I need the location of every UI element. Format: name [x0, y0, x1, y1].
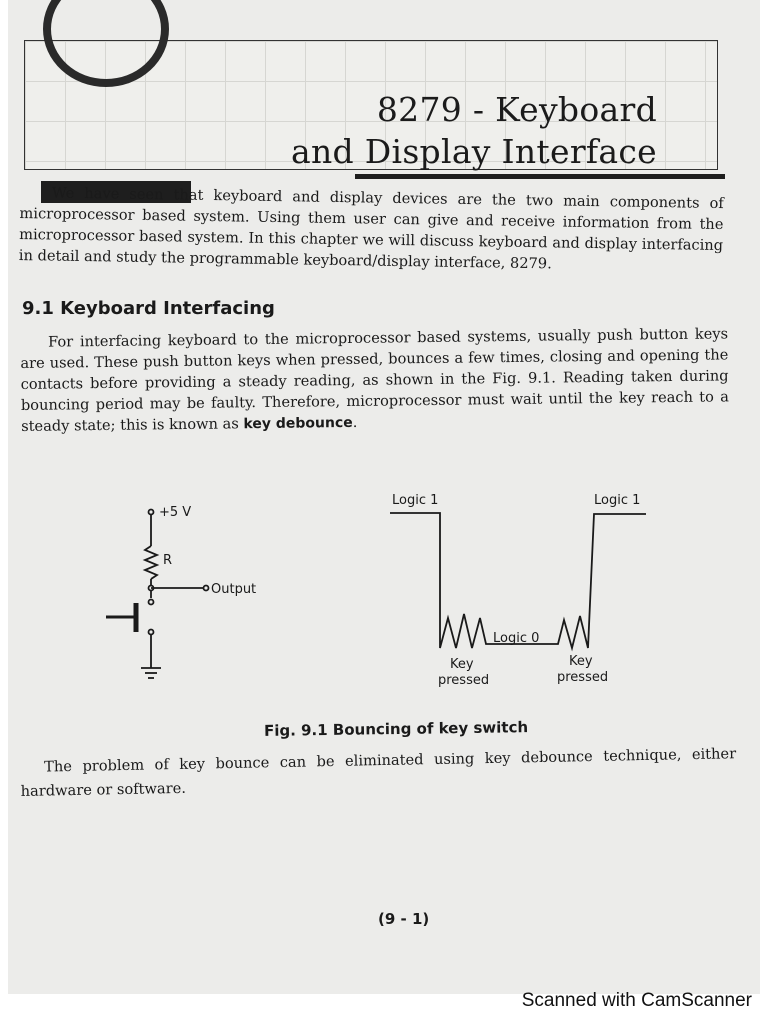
switch-contact-top	[149, 600, 154, 605]
supply-terminal	[149, 510, 154, 515]
keyboard-paragraph	[20, 323, 729, 438]
resistor-zigzag	[145, 546, 157, 579]
page-number: (9 - 1)	[378, 910, 430, 928]
switch-circuit	[106, 510, 209, 679]
logic1-right-label: Logic 1	[594, 493, 641, 508]
waveform-line	[390, 513, 646, 648]
bounce-figure	[8, 480, 760, 710]
section-title: Keyboard Interfacing	[60, 298, 275, 319]
section-number: 9.1	[22, 298, 54, 319]
chapter-title-line2: and Display Interface	[290, 132, 657, 171]
supply-label: +5 V	[159, 505, 192, 520]
intro-paragraph: We have seen that keyboard and display devices are the two main components of microprocessor based system. Using them user can give and receive information from the microprocessor based system. In this chapter we will discuss keyboard and display interfacing in detail and study the programmable keyboard/display interface, 8279.	[18, 184, 724, 273]
switch-contact-bottom	[149, 630, 154, 635]
scanner-watermark: Scanned with CamScanner	[521, 990, 752, 1011]
key-pressed-right-2: pressed	[557, 670, 609, 685]
key-pressed-right-1: Key	[569, 654, 593, 669]
resistor-label: R	[163, 553, 173, 568]
title-underline	[355, 174, 725, 179]
chapter-title-line1: 8279 - Keyboard	[376, 90, 657, 129]
debounce-paragraph: The problem of key bounce can be eliminated using key debounce technique, either hardware or software.	[20, 745, 737, 800]
paragraph-text: For interfacing keyboard to the microprocessor based systems, usually push button keys are used. These push button keys when pressed, bounces a few times, closing and opening the contacts before providing a steady reading, as shown in the Fig. 9.1. Reading taken during bouncing period may be faulty. Therefore, microprocessor must wait until the key reach to a steady state; this is known as	[20, 325, 729, 435]
output-terminal	[204, 586, 209, 591]
chapter-emblem	[43, 0, 169, 87]
scanned-page	[8, 0, 760, 994]
figure-caption: Fig. 9.1 Bouncing of key switch	[263, 718, 529, 740]
key-pressed-left-1: Key	[450, 657, 474, 672]
paragraph-end: .	[352, 413, 358, 431]
bounce-waveform	[390, 513, 646, 648]
logic0-label: Logic 0	[493, 631, 540, 646]
key-pressed-left-2: pressed	[438, 673, 490, 688]
output-label: Output	[211, 582, 257, 597]
section-heading	[22, 298, 275, 319]
chapter-header-box	[24, 40, 718, 170]
logic1-left-label: Logic 1	[392, 493, 439, 508]
chapter-title	[291, 89, 657, 173]
key-debounce-term: key debounce	[243, 414, 353, 433]
